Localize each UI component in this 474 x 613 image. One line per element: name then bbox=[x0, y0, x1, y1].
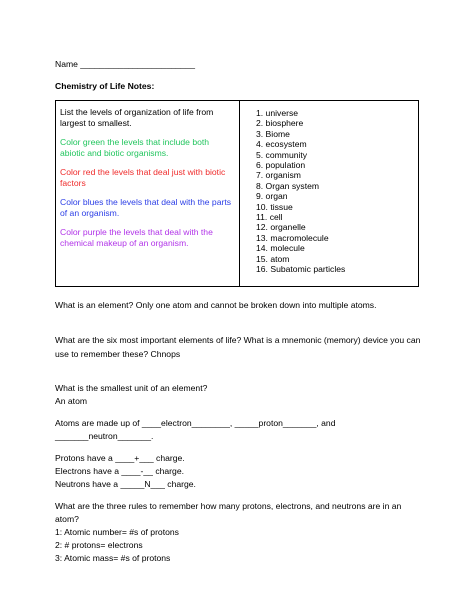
level-item: 6. population bbox=[256, 160, 306, 171]
level-item: 12. organelle bbox=[256, 222, 306, 233]
level-item: 9. organ bbox=[256, 191, 288, 202]
level-item: 7. organism bbox=[256, 170, 301, 181]
question-six-elements-line2: use to remember these? Chnops bbox=[55, 349, 181, 359]
answer-smallest-unit: An atom bbox=[55, 396, 88, 406]
level-item: 4. ecosystem bbox=[256, 139, 307, 150]
level-item: 3. Biome bbox=[256, 128, 290, 139]
question-smallest-unit: What is the smallest unit of an element? bbox=[55, 383, 208, 393]
name-field-label: Name ________________________ bbox=[55, 59, 196, 69]
levels-cell bbox=[256, 108, 345, 275]
instruction-purple: Color purple the levels that deal with the chemical makeup of an organism. bbox=[60, 227, 213, 248]
table-divider bbox=[239, 101, 240, 286]
instruction-blue: Color blues the levels that deal with the parts of an organism. bbox=[60, 197, 232, 218]
protons-charge: Protons have a ____+___ charge. bbox=[55, 453, 185, 463]
instructions-intro: List the levels of organization of life from largest to smallest. bbox=[60, 107, 214, 128]
level-item: 8. Organ system bbox=[256, 180, 320, 191]
level-item: 1. universe bbox=[256, 108, 299, 118]
levels-table bbox=[55, 100, 419, 287]
instructions-cell bbox=[60, 107, 235, 257]
rule-2: 2: # protons= electrons bbox=[55, 540, 143, 550]
level-item: 16. Subatomic particles bbox=[256, 264, 346, 275]
level-item: 15. atom bbox=[256, 253, 290, 264]
level-item: 11. cell bbox=[256, 212, 283, 223]
level-item: 14. molecule bbox=[256, 243, 305, 254]
level-item: 10. tissue bbox=[256, 201, 293, 212]
electrons-charge: Electrons have a ____-__ charge. bbox=[55, 466, 184, 476]
instruction-green: Color green the levels that include both abiotic and biotic organisms. bbox=[60, 137, 210, 158]
question-six-elements-line1: What are the six most important elements of life? What is a mnemonic (memory) device you can bbox=[55, 335, 421, 345]
level-item: 2. biosphere bbox=[256, 118, 304, 129]
rule-3: 3: Atomic mass= #s of protons bbox=[55, 553, 171, 563]
instruction-red: Color red the levels that deal just with biotic factors bbox=[60, 167, 226, 188]
atoms-made-of-line1: Atoms are made up of ____electron________, _____proton_______, and bbox=[55, 418, 336, 428]
question-rules-line2: atom? bbox=[55, 514, 79, 524]
atoms-made-of-line2: _______neutron_______. bbox=[55, 431, 154, 441]
rule-1: 1: Atomic number= #s of protons bbox=[55, 527, 179, 537]
question-element: What is an element? Only one atom and cannot be broken down into multiple atoms. bbox=[55, 300, 377, 310]
level-item: 13. macromolecule bbox=[256, 232, 329, 243]
levels-list bbox=[256, 108, 345, 275]
page-title: Chemistry of Life Notes: bbox=[55, 81, 155, 91]
question-rules-line1: What are the three rules to remember how many protons, electrons, and neutrons are in an bbox=[55, 501, 402, 511]
level-item: 5. community bbox=[256, 149, 308, 160]
neutrons-charge: Neutrons have a _____N___ charge. bbox=[55, 479, 196, 489]
